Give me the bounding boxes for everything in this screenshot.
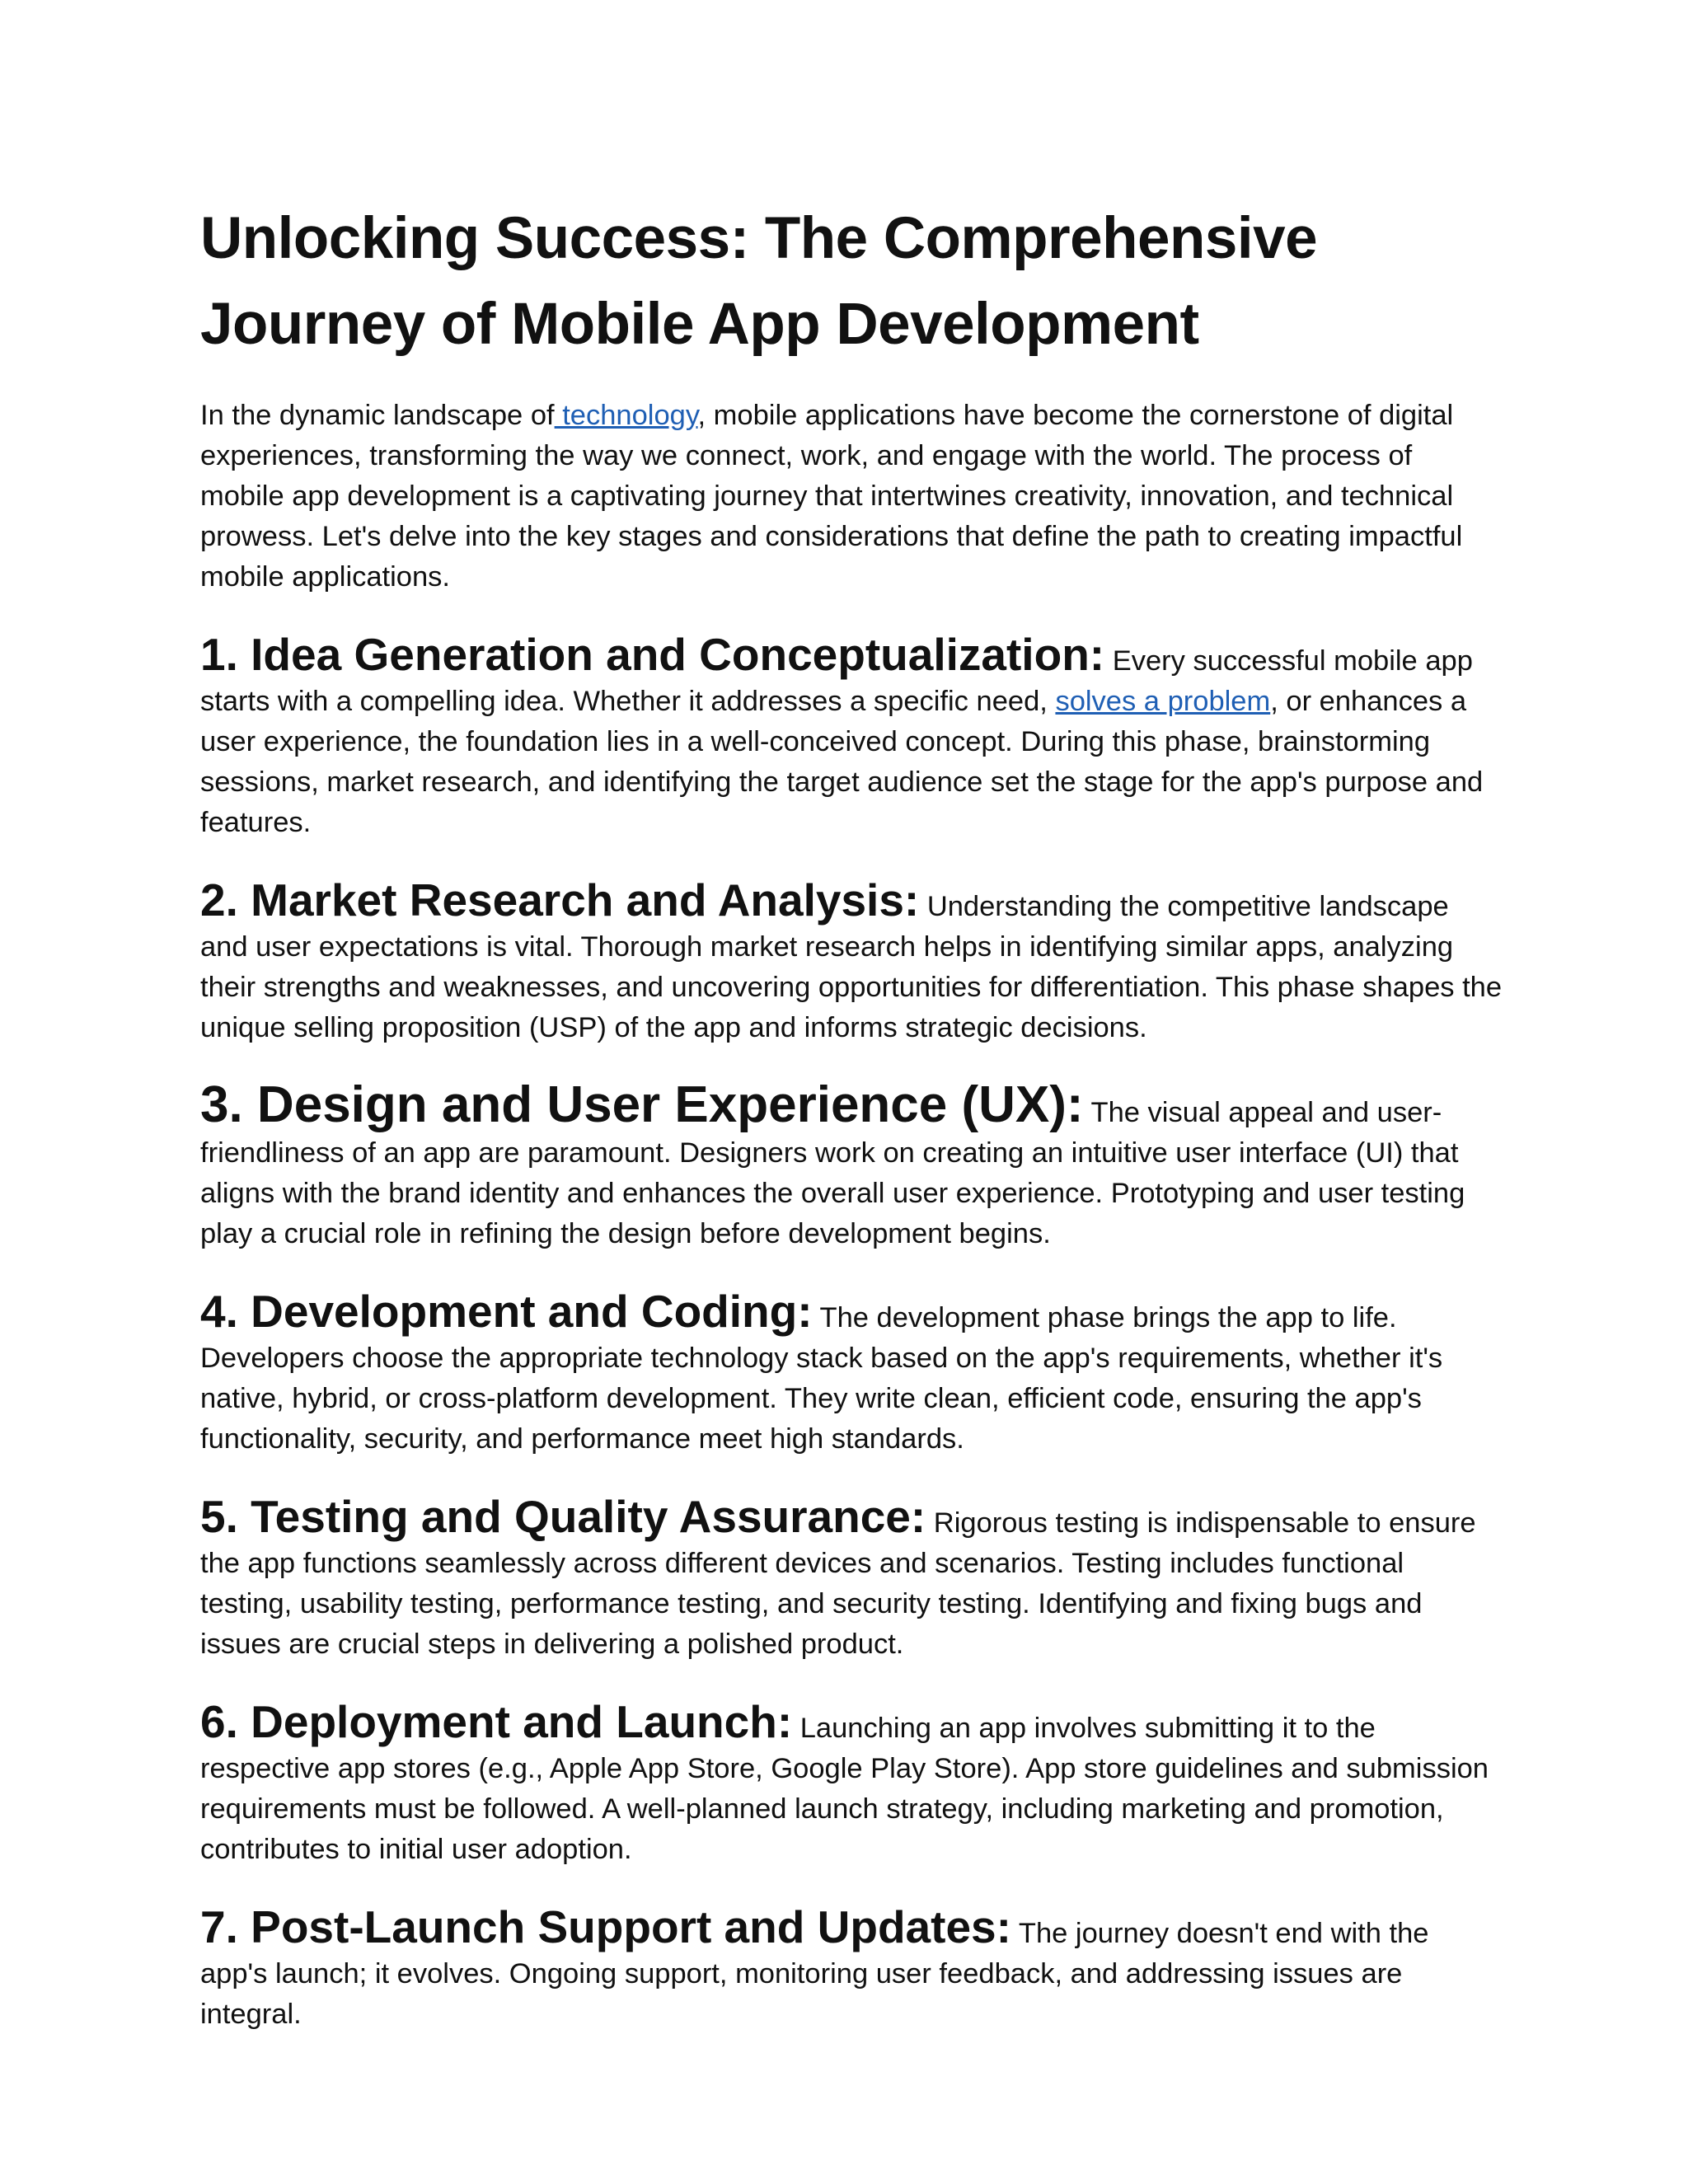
- section-post-launch: [200, 1900, 1503, 2035]
- section-body: The journey doesn't end with the app's launch; it evolves. Ongoing support, monitoring user feedback, and addressing issues are integral.: [200, 1918, 1429, 2030]
- intro-text-after-link: , mobile applications have become the cornerstone of digital experiences, transforming the way we connect, work, and engage with the world. The process of mobile app development is a captivating journey that intertwines creativity, innovation, and technical prowess. Let's delve into the key stages and considerations that define the path to creating impactful mobile applications.: [200, 400, 1463, 593]
- section-body: Launching an app involves submitting it to the respective app stores (e.g., Apple App Store, Google Play Store). App store guidelines and submission requirements must be followed. A well-planned launch strategy, including marketing and promotion, contributes to initial user adoption.: [200, 1713, 1489, 1865]
- section-body: The visual appeal and user-friendliness of an app are paramount. Designers work on creating an intuitive user interface (UI) that aligns with the brand identity and enhances the overall user experience. Prototyping and user testing play a crucial role in refining the design before development begins.: [200, 1097, 1465, 1249]
- intro-text-before-link: In the dynamic landscape of: [200, 400, 555, 431]
- section-heading: 6. Deployment and Launch:: [200, 1696, 793, 1747]
- section-heading: 2. Market Research and Analysis:: [200, 874, 920, 926]
- section-heading: 5. Testing and Quality Assurance:: [200, 1491, 926, 1542]
- section-development-coding: [200, 1284, 1503, 1460]
- section-heading: 1. Idea Generation and Conceptualization:: [200, 629, 1105, 680]
- document-page: [200, 196, 1503, 2064]
- intro-paragraph: [200, 396, 1503, 598]
- section-testing-qa: [200, 1489, 1503, 1665]
- section-design-ux: [200, 1078, 1503, 1254]
- technology-link[interactable]: technology: [554, 400, 698, 431]
- section-body: Rigorous testing is indispensable to ensure the app functions seamlessly across different devices and scenarios. Testing includes functional testing, usability testing, performance testing, and security testing. Identifying and fixing bugs and issues are crucial steps in delivering a polished product.: [200, 1507, 1476, 1660]
- section-idea-generation: [200, 627, 1503, 843]
- section-market-research: [200, 873, 1503, 1048]
- section-body-before-link: Every successful mobile app starts with a compelling idea. Whether it addresses a specific need,: [200, 645, 1473, 717]
- solves-a-problem-link[interactable]: solves a problem: [1055, 686, 1271, 717]
- document-title: Unlocking Success: The Comprehensive Journey of Mobile App Development: [200, 206, 1318, 357]
- section-heading: 4. Development and Coding:: [200, 1286, 813, 1337]
- section-body: Understanding the competitive landscape and user expectations is vital. Thorough market research helps in identifying similar apps, analyzing their strengths and weaknesses, and uncovering opportunities for differentiation. This phase shapes the unique selling proposition (USP) of the app and informs strategic decisions.: [200, 891, 1503, 1043]
- section-heading: 3. Design and User Experience (UX):: [200, 1076, 1084, 1133]
- section-heading: 7. Post-Launch Support and Updates:: [200, 1901, 1011, 1952]
- section-body-after-link: , or enhances a user experience, the foundation lies in a well-conceived concept. During this phase, brainstorming sessions, market research, and identifying the target audience set the stage for the app's purpose and features.: [200, 686, 1484, 838]
- section-body: The development phase brings the app to life. Developers choose the appropriate technology stack based on the app's requirements, whether it's native, hybrid, or cross-platform development. They write clean, efficient code, ensuring the app's functionality, security, and performance meet high standards.: [200, 1302, 1443, 1455]
- section-deployment-launch: [200, 1694, 1503, 1870]
